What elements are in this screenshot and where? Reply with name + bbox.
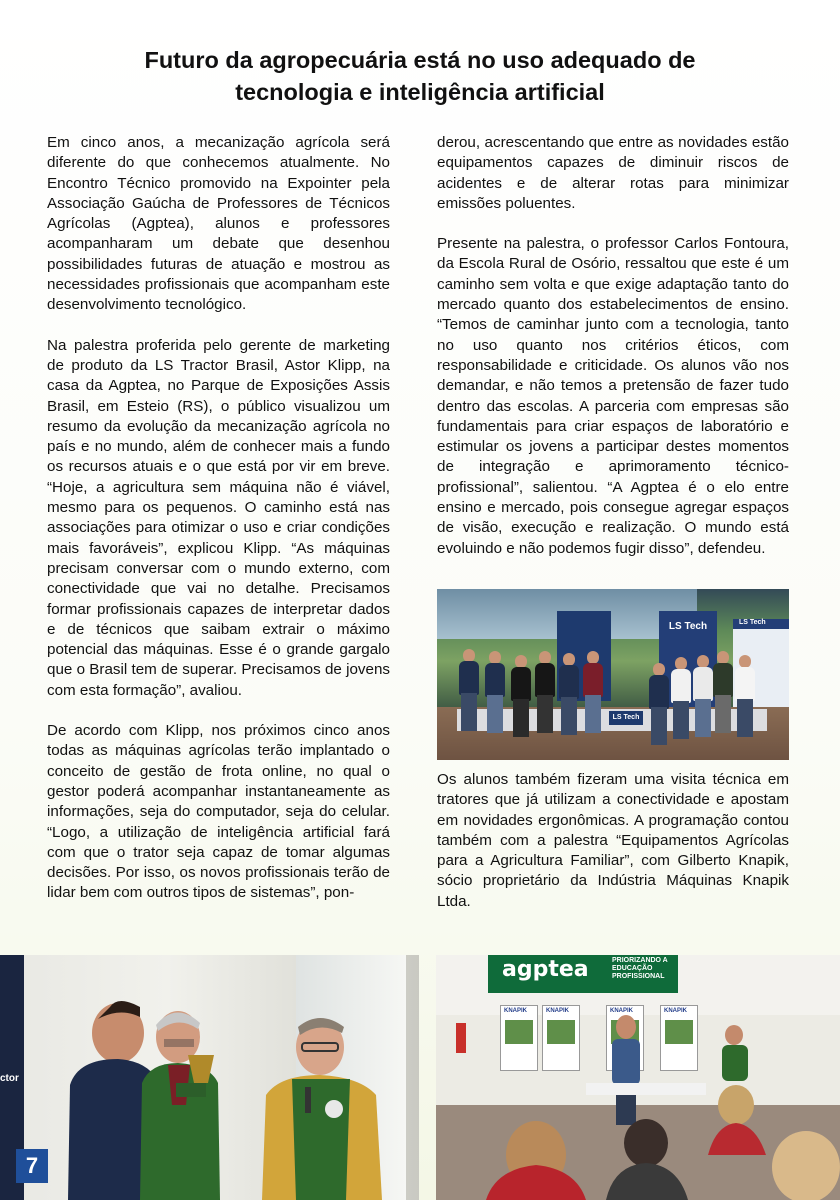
poster-label: KNAPIK [504, 1008, 528, 1014]
screen-text: ctor [0, 1073, 19, 1084]
paragraph: Presente na palestra, o professor Carlos Fontoura, da Escola Rural de Osório, ressaltou que este é um caminho sem volta e que exige adaptação tanto do mercado quanto dos estabelecimentos de ensino. “Temos de caminhar junto com a tecnologia, tanto no uso quanto nos critérios éticos, com responsabilidade e criticidade. Os alunos vão nos demandar, e não temos a pretensão de fazer tudo dentro das escolas. A parceria com empresas são fundamentais para criar espaços de laboratório e estimular os jovens a participar destes momentos de integração e aprimoramento técnico-profissional”, salientou. “A Agptea é o elo entre ensino e mercado, pois consegue agregar espaços de visão, execução e realização. O mundo está evoluindo e não podemos fugir disso”, defendeu. [437, 235, 789, 557]
page-number: 7 [16, 1149, 48, 1183]
photo-ls-tech-stand [437, 589, 789, 760]
agptea-logo-text: agptea [502, 957, 589, 982]
title-line-1: Futuro da agropecuária está no uso adequado de [144, 47, 696, 73]
poster-label: KNAPIK [610, 1008, 634, 1014]
poster-label: KNAPIK [664, 1008, 688, 1014]
right-column-continued [437, 770, 789, 932]
right-column [437, 133, 789, 579]
article-title [60, 44, 780, 108]
ls-tech-sign-text: LS Tech [668, 621, 708, 632]
paragraph: Na palestra proferida pelo gerente de marketing de produto da LS Tractor Brasil, Astor Klipp, na casa da Agptea, no Parque de Exposições Assis Brasil, em Esteio (RS), o público visualizou um resumo da evolução da mecanização agrícola no país e no mundo, além de conhecer mais a fundo os recursos atuais e o que está por vir em breve. “Hoje, a agricultura sem máquina não é viável, mesmo para os pequenos. O caminho está nas associações para otimizar o uso e criar condições mais favoráveis”, explicou Klipp. “As máquinas precisam conversar com o mundo externo, com conectividade que vai no detalhe. Precisamos formar profissionais capazes de interpretar dados e de técnicos que saibam extrair o máximo potencial das máquinas. Esse é o grande gargalo que o Brasil tem de superar. Precisamos de jovens com esta formação”, avaliou. [47, 336, 390, 699]
award-people [0, 955, 419, 1200]
paragraph: Os alunos também fizeram uma visita técnica em tratores que já utilizam a conectividade e apostam em novidades ergonômicas. A programação contou também com a palestra “Equipamentos Agrícolas para a Agricultura Familiar”, com Gilberto Knapik, sócio proprietário da Indústria Máquinas Knapik Ltda. [437, 771, 789, 910]
title-line-2: tecnologia e inteligência artificial [235, 79, 605, 105]
photo-award-ceremony [0, 955, 419, 1200]
ls-tech-side-band: LS Tech [733, 619, 789, 629]
left-column [47, 133, 390, 924]
lecture-audience [436, 955, 840, 1200]
paragraph: Em cinco anos, a mecanização agrícola será diferente do que conhecemos atualmente. No Encontro Técnico promovido na Expointer pela Associação Gaúcha de Professores de Técnicos Agrícolas (Agptea), alunos e professores acompanharam um debate que desenhou possibilidades futuras de atuação e mostrou as necessidades profissionais que acompanham este desenvolvimento tecnológico. [47, 134, 390, 314]
photo-knapik-lecture [436, 955, 840, 1200]
paragraph: De acordo com Klipp, nos próximos cinco anos todas as máquinas agrícolas terão implantado o conceito de gestão de frota online, no qual o gestor poderá acompanhar instantaneamente as informações, seja do computador, seja do celular. “Logo, a utilização de inteligência artificial fará com que o trator seja capaz de tomar algumas decisões. Por isso, os novos profissionais terão de lidar bem com outros tipos de sistemas”, pon- [47, 722, 390, 902]
agptea-tagline: PRIORIZANDO A EDUCAÇÃO PROFISSIONAL [612, 957, 668, 980]
ls-tech-floor-logo: LS Tech [609, 711, 643, 725]
poster-label: KNAPIK [546, 1008, 570, 1014]
paragraph: derou, acrescentando que entre as novidades estão equipamentos capazes de diminuir riscos de acidentes e de alterar rotas para minimizar emissões poluentes. [437, 134, 789, 212]
